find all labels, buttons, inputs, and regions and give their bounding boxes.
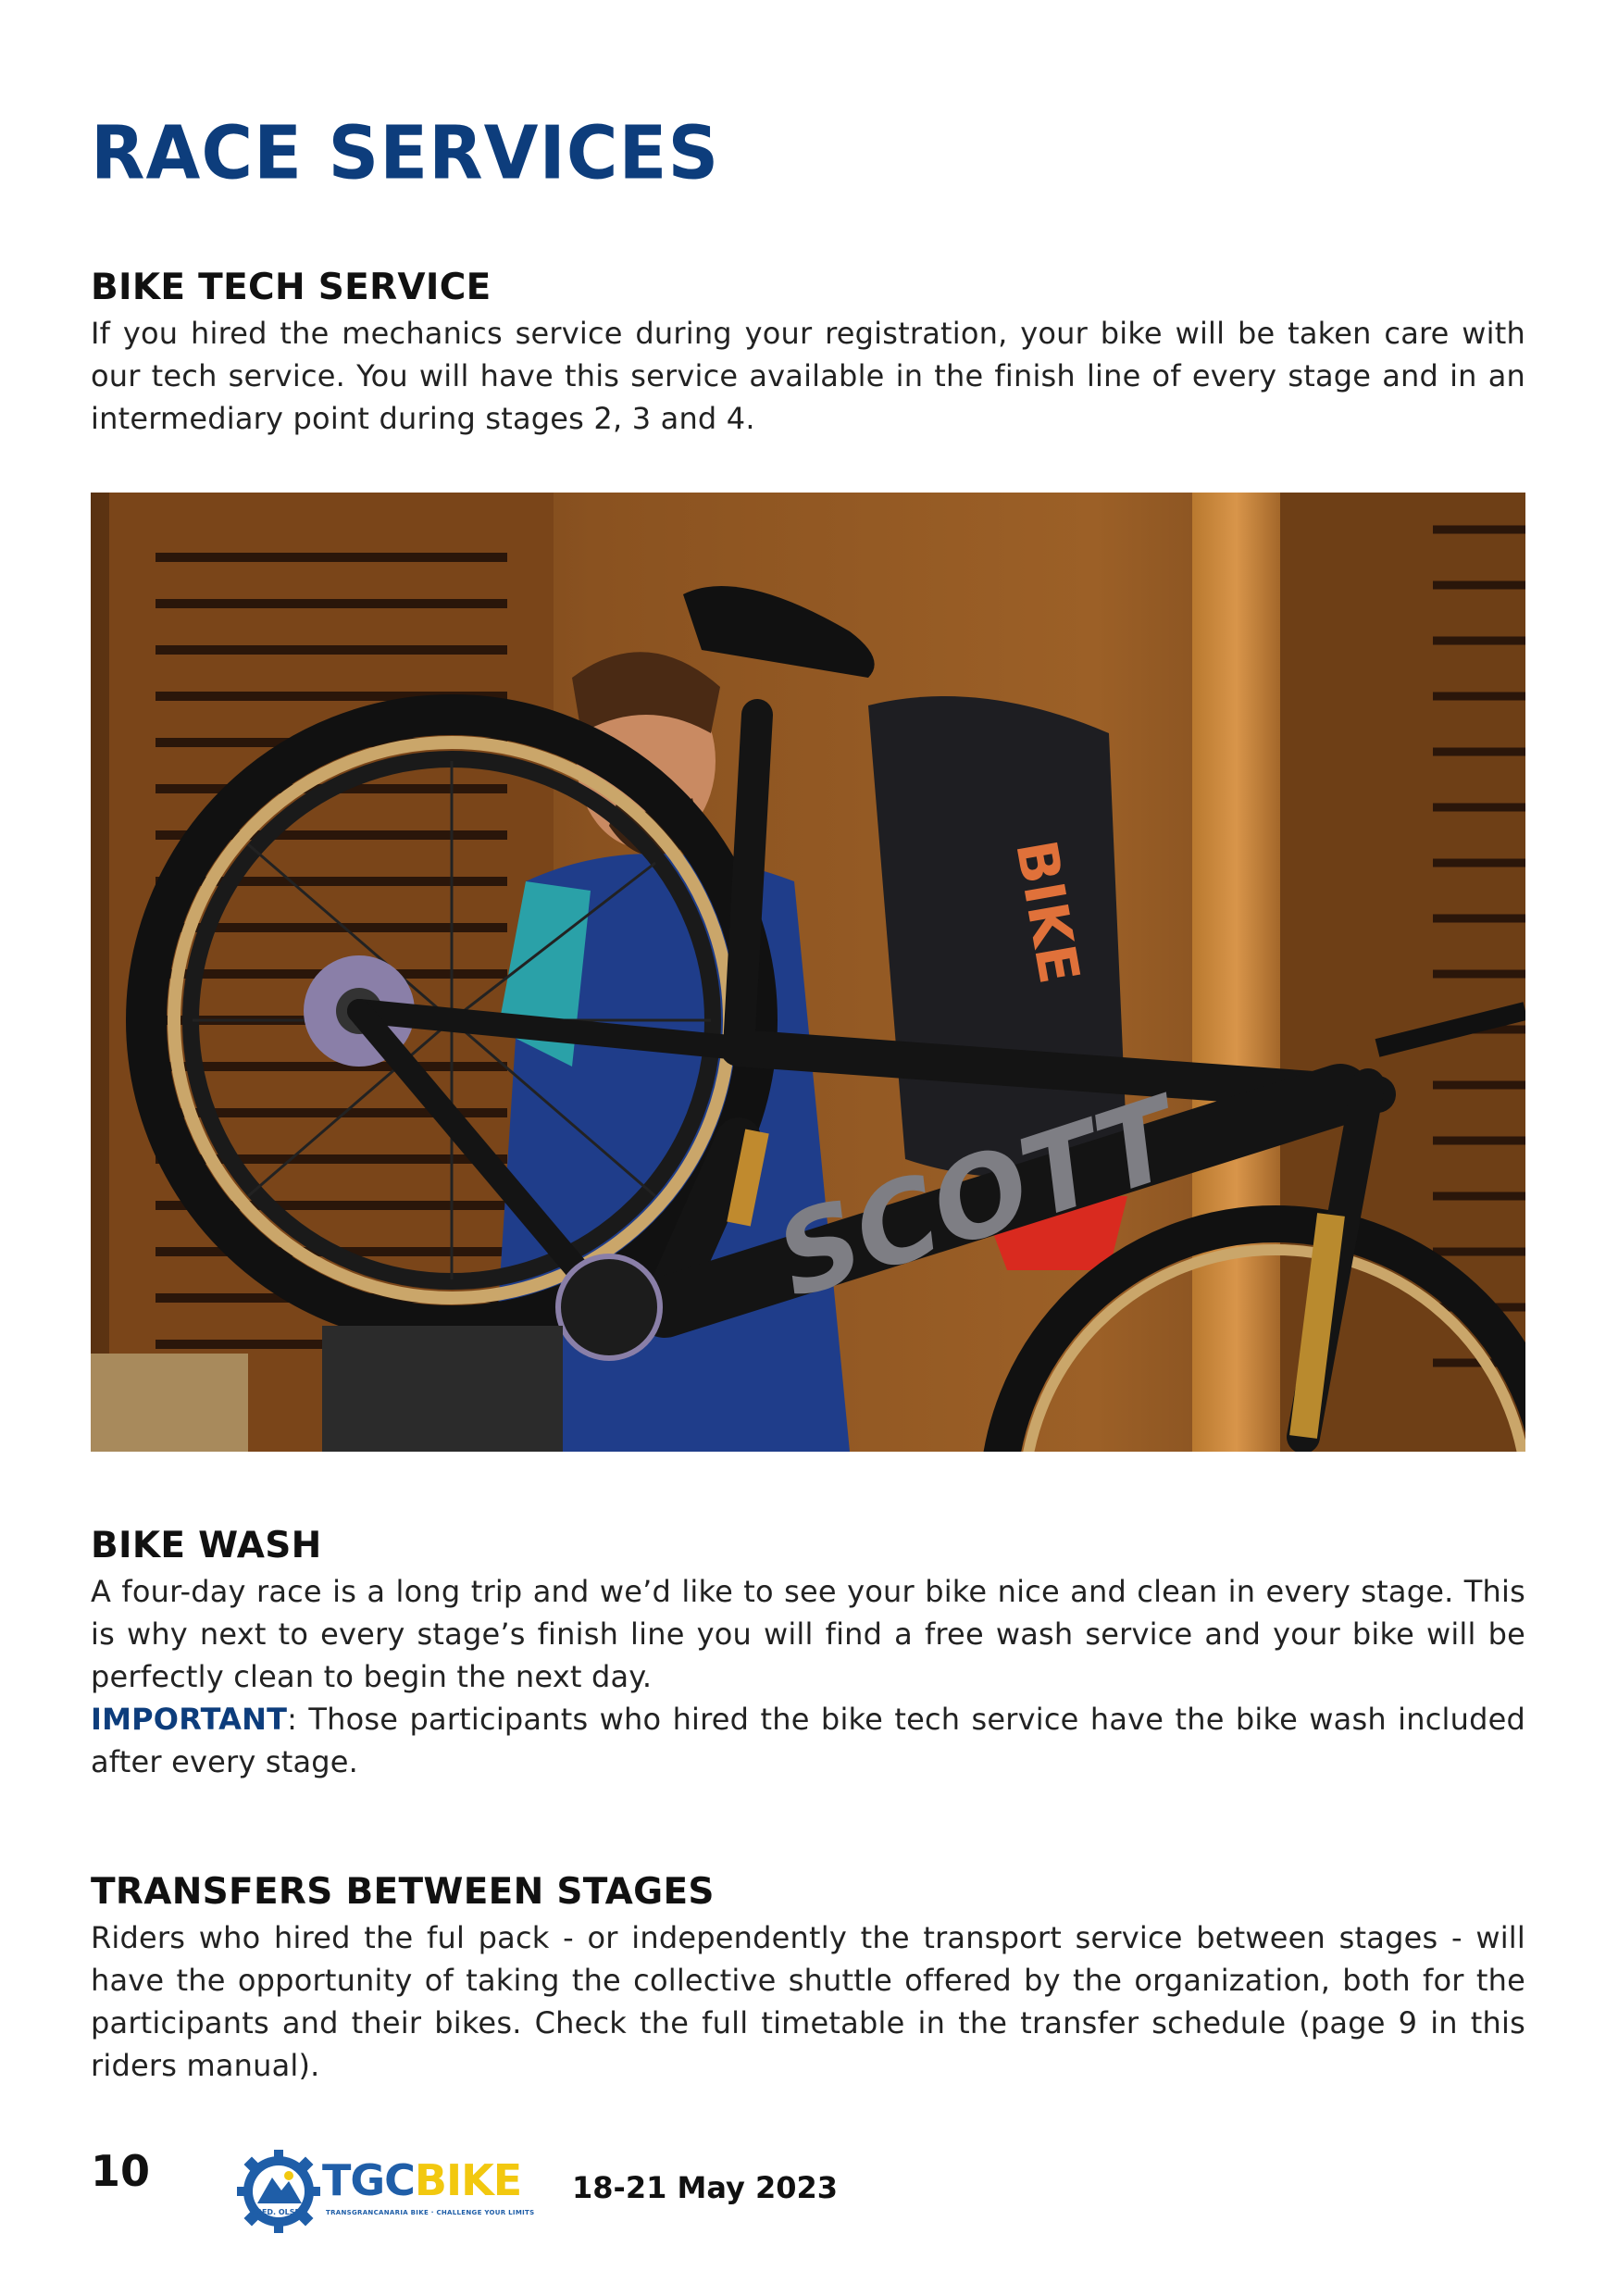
important-text: : Those participants who hired the bike tech service have the bike wash included after every stage. (91, 1702, 1525, 1779)
bike-wash-heading: BIKE WASH (91, 1525, 322, 1566)
transfers-body: Riders who hired the ful pack - or independently the transport service between stages - will have the opportunity of taking the collective shuttle offered by the organization, both for the participants and their bikes. Check the full timetable in the transfer schedule (page 9 in this riders manual). (91, 1920, 1525, 2083)
gear-badge-icon (237, 2148, 320, 2235)
bike-tech-heading: BIKE TECH SERVICE (91, 267, 492, 308)
logo-tagline: TRANSGRANCANARIA BIKE · CHALLENGE YOUR LIMITS (326, 2209, 535, 2216)
bike-tech-section (91, 264, 1525, 440)
bike-tech-body: If you hired the mechanics service during your registration, your bike will be taken care with our tech service. You will have this service available in the finish line of every stage and in an intermediary point during stages 2, 3 and 4. (91, 316, 1525, 436)
mechanic-bike-photo (91, 493, 1525, 1452)
transfers-heading: TRANSFERS BETWEEN STAGES (91, 1871, 715, 1913)
important-note (91, 1698, 1525, 1783)
event-date: 18-21 May 2023 (572, 2170, 838, 2205)
page-title: RACE SERVICES (91, 109, 720, 196)
frame-brand-text: SCOTT (763, 1074, 1193, 1324)
svg-text:BIKE: BIKE (1002, 835, 1092, 989)
bike-wash-section (91, 1522, 1525, 1783)
svg-text:FRED. OLSEN: FRED. OLSEN (251, 2208, 306, 2216)
transfers-section (91, 1868, 1525, 2087)
tgc-bike-logo (237, 2146, 535, 2239)
important-label: IMPORTANT (91, 1702, 288, 1737)
bike-wash-body: A four-day race is a long trip and we’d like to see your bike nice and clean in every stage. This is why next to every stage’s finish line you will find a free wash service and your bike will be perfectly clean to begin the next day. (91, 1574, 1525, 1694)
page-number: 10 (91, 2146, 151, 2196)
logo-wordmark: TGCBIKE (322, 2155, 522, 2205)
